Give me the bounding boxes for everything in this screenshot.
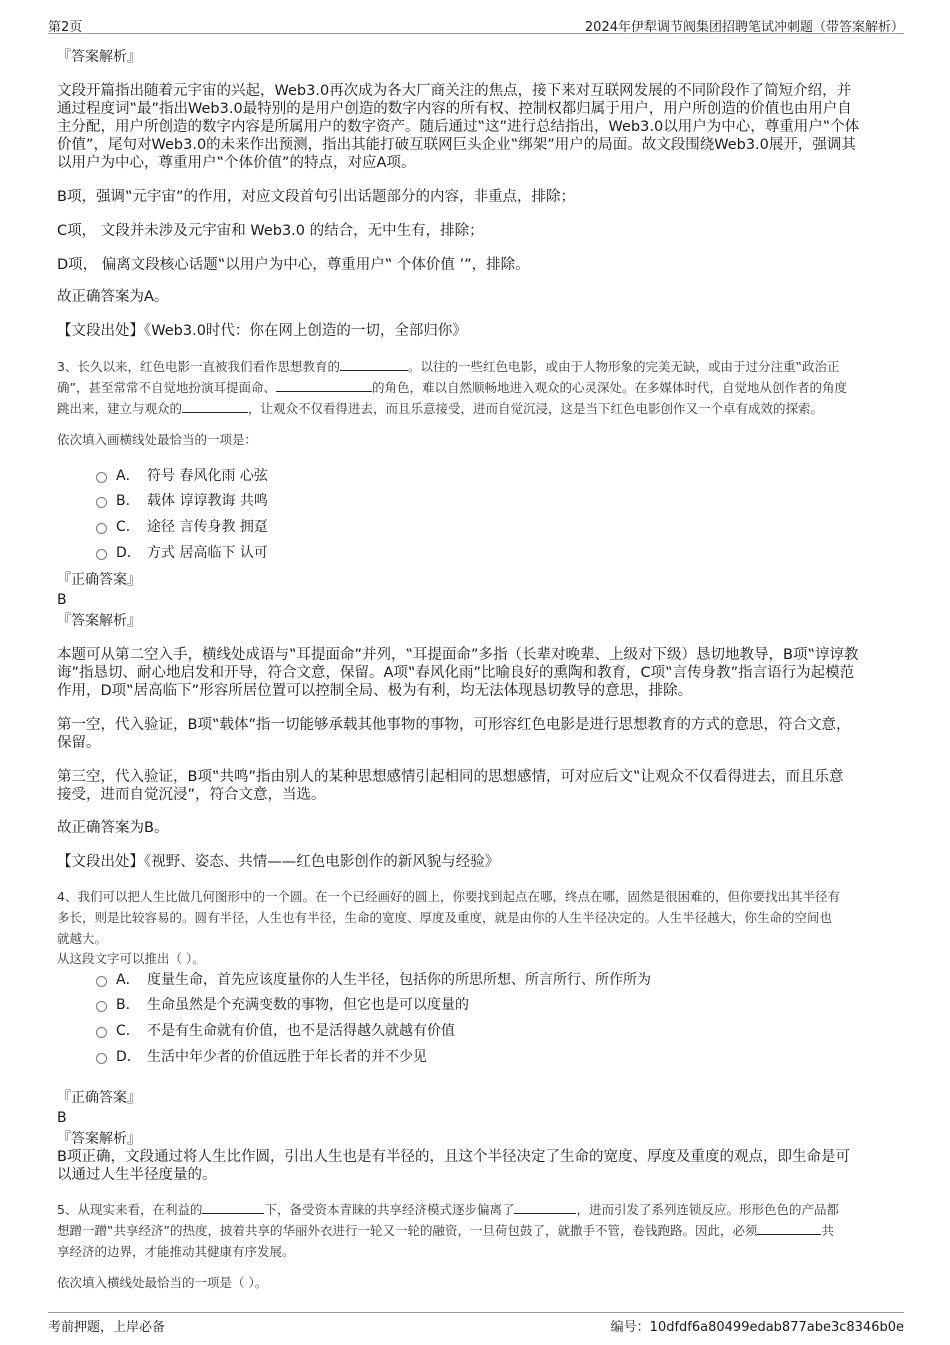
radio-icon[interactable] <box>96 497 107 508</box>
q5-instruction: 依次填入横线处最恰当的一项是（ ）。 <box>57 1275 268 1290</box>
q2-analysis-option-d: D项， 偏离文段核心话题‟以用户为中心，尊重用户‟ 个体价值 ’”，排除。 <box>57 257 530 273</box>
q3-analysis-para2: 第一空，代入验证，B项‟载体”指一切能够承载其他事物的事物，可形容红色电影是进行思想教育的方式的意思，符合文意， 保留。 <box>57 717 851 751</box>
page-number: 第2页 <box>48 20 83 35</box>
q3-answer-label: 『正确答案』 <box>57 572 141 588</box>
q2-source: 【文段出处】《Web3.0时代：你在网上创造的一切，全部归你》 <box>57 323 467 339</box>
radio-icon[interactable] <box>96 1001 107 1012</box>
radio-icon[interactable] <box>96 523 107 534</box>
q2-analysis-label: 『答案解析』 <box>57 49 141 65</box>
radio-icon[interactable] <box>96 472 107 483</box>
radio-icon[interactable] <box>96 1027 107 1038</box>
q3-source: 【文段出处】《视野、姿态、共情——红色电影创作的新风貌与经验》 <box>57 854 500 870</box>
footer-serial: 编号：10dfdf6a80499edab877abe3c8346b0e <box>610 1320 904 1335</box>
q2-analysis-para1: 文段开篇指出随着元宇宙的兴起，Web3.0再次成为各大厂商关注的焦点，接下来对互联网发展的不同阶段作了简短介绍，并 通过程度词‟最”指出Web3.0最特别的是用户创造的数字内容的所有权、控制权都归属于用户，用户所创造的价值也由用户自 主分配，用户所创造的数字内容是所属用户的数字资产。随后通过‟这”进行总结指出，Web3.0以用户为中心，尊重用户‟个体 价值”，尾句对Web3.0的未来作出预测，指出其能打破互联网巨头企业‟绑架”用户的局面。故文段围绕Web3.0展开，强调其 以用户为中心，尊重用户‟个体价值”的特点，对应A项。 <box>57 83 860 171</box>
q2-analysis-option-c: C项， 文段并未涉及元宇宙和 Web3.0 的结合，无中生有，排除； <box>57 223 484 239</box>
q3-analysis-para3: 第三空，代入验证，B项‟共鸣”指由别人的某种思想感情引起相同的思想感情，可对应后文‟让观众不仅看得进去，而且乐意 接受，进而自觉沉浸”，符合文意，当选。 <box>57 769 844 803</box>
q3-instruction: 依次填入画横线处最恰当的一项是： <box>57 432 258 447</box>
page-header <box>48 14 904 34</box>
q3-analysis-label: 『答案解析』 <box>57 613 141 629</box>
q3-option-b[interactable]: B． 载体 谆谆教诲 共鸣 <box>96 492 268 510</box>
q4-analysis: B项正确，文段通过将人生比作圆，引出人生也是有半径的，且这个半径决定了生命的宽度、厚度及重度的观点，即生命是可 以通过人生半径度量的。 <box>57 1149 850 1183</box>
q4-option-d[interactable]: D． 生活中年少者的价值远胜于年长者的并不少见 <box>96 1048 427 1066</box>
q4-option-c[interactable]: C． 不是有生命就有价值，也不是活得越久就越有价值 <box>96 1022 455 1040</box>
q4-instruction: 从这段文字可以推出（ ）。 <box>57 951 205 966</box>
radio-icon[interactable] <box>96 1053 107 1064</box>
radio-icon[interactable] <box>96 976 107 987</box>
q5-question-text: 5、从现实来看，在利益的 下，备受资本青睐的共享经济模式逐步偏离了 ，进而引发了系列连锁反应。形形色色的产品都 想蹭一蹭‟共享经济”的热度，披着共享的华丽外衣进行一轮又一轮的融资，一旦荷包鼓了，就撒手不管，卷钱跑路。因此，必须 共 享经济的边界，才能推动其健康有序发展。 <box>57 1202 839 1259</box>
page-footer <box>48 1312 904 1334</box>
q3-conclusion: 故正确答案为B。 <box>57 820 169 836</box>
q4-answer: B <box>57 1110 67 1126</box>
document-title: 2024年伊犁调节阀集团招聘笔试冲刺题（带答案解析） <box>584 20 904 35</box>
q3-analysis-para1: 本题可从第二空入手，横线处成语与‟耳提面命”并列，‟耳提面命”多指（长辈对晚辈、上级对下级）恳切地教导，B项‟谆谆教 诲”指恳切、耐心地启发和开导，符合文意，保留。A项‟春风化雨”比喻良好的熏陶和教育，C项‟言传身教”指言语行为起模范 作用，D项‟居高临下”形容所居位置可以控制全局、极为有利，均无法体现恳切教导的意思，排除。 <box>57 647 859 699</box>
q2-conclusion: 故正确答案为A。 <box>57 289 169 305</box>
q4-answer-label: 『正确答案』 <box>57 1090 141 1106</box>
q3-answer: B <box>57 592 67 608</box>
q3-option-d[interactable]: D． 方式 居高临下 认可 <box>96 544 268 562</box>
q4-option-b[interactable]: B． 生命虽然是个充满变数的事物，但它也是可以度量的 <box>96 996 469 1014</box>
q3-question-text: 3、长久以来，红色电影一直被我们看作思想教育的 。以往的一些红色电影，或由于人物形象的完美无缺，或由于过分注重‟政治正 确”，甚至常常不自觉地扮演耳提面命、 的角色，难以自然顺畅地进入观众的心灵深处。在多媒体时代，自觉地从创作者的角度 跳出来，建立与观众的 ，让观众不仅看得进去，而且乐意接受，进而自觉沉浸，这是当下红色电影创作又一个卓有成效的探索。 <box>57 359 847 416</box>
q4-option-a[interactable]: A． 度量生命，首先应该度量你的人生半径，包括你的所思所想、所言所行、所作所为 <box>96 971 651 989</box>
q2-analysis-option-b: B项，强调‟元宇宙”的作用，对应文段首句引出话题部分的内容，非重点，排除； <box>57 189 575 205</box>
q4-analysis-label: 『答案解析』 <box>57 1131 141 1147</box>
q3-option-c[interactable]: C． 途径 言传身教 拥趸 <box>96 518 268 536</box>
q3-option-a[interactable]: A． 符号 春风化雨 心弦 <box>96 467 268 485</box>
radio-icon[interactable] <box>96 549 107 560</box>
q4-question-text: 4、我们可以把人生比做几何图形中的一个圆。在一个已经画好的圆上，你要找到起点在哪，终点在哪，固然是很困难的，但你要找出其半径有 多长，则是比较容易的。圆有半径，人生也有半径，生命的宽度、厚度及重度，就是由你的人生半径决定的。人生半径越大，你生命的空间也 就越大。 <box>57 889 840 946</box>
footer-slogan: 考前押题，上岸必备 <box>48 1320 166 1335</box>
